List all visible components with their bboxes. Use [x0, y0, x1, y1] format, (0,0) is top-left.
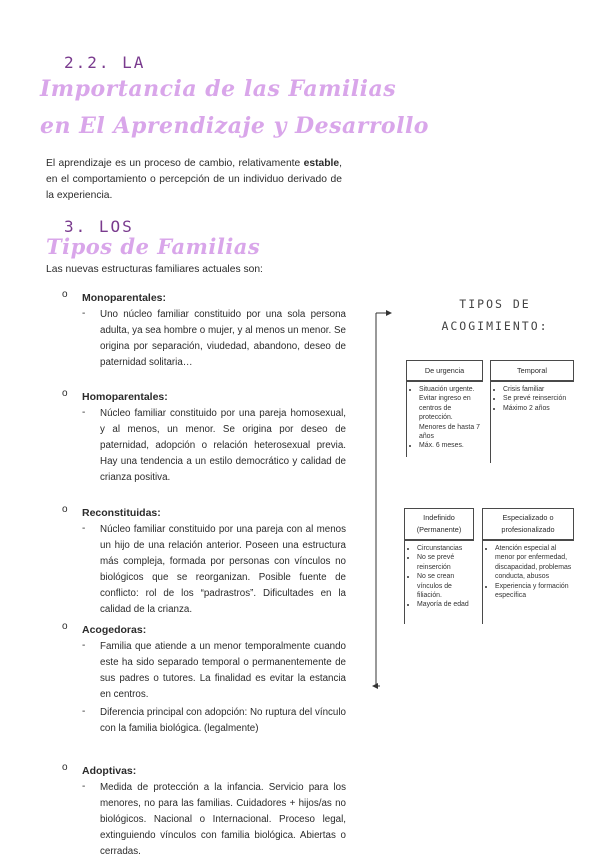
box-item: • Mayoría de edad	[417, 600, 472, 609]
family-title-suffix: :	[142, 624, 147, 636]
box-item: • No se prevé reinserción	[417, 553, 472, 572]
box-item: • No se crean vínculos de filiación.	[417, 572, 472, 600]
family-title-suffix: :	[164, 391, 168, 403]
box-body	[490, 382, 574, 463]
family-title: Acogedoras	[82, 624, 143, 636]
diagram-title	[440, 293, 550, 337]
section-number-3: 3. LOS	[64, 217, 134, 236]
intro-text-end: , en el comportamiento o percepción de un individuo derivado de la experiencia.	[46, 158, 342, 201]
box-item: • Máximo 2 años	[503, 404, 572, 413]
box-indefinido	[404, 508, 474, 624]
box-item: • Experiencia y formación específica	[495, 582, 572, 601]
dash-symbol: -	[82, 407, 86, 418]
bullet-symbol: o	[62, 621, 68, 632]
section-lead: Las nuevas estructuras familiares actuales son:	[46, 264, 263, 275]
dash-symbol: -	[82, 523, 86, 534]
bullet-symbol: o	[62, 289, 68, 300]
arrow-left-icon	[372, 683, 378, 689]
family-description: Familia que atiende a un menor temporalmente cuando este ha sido separado temporal o permanentemente de sus padres o tutores. La finalidad es evitar la estancia en centros.	[100, 641, 346, 700]
box-header: Temporal	[490, 360, 574, 382]
section-title-tipos: Tipos de Familias	[46, 234, 261, 259]
dash-symbol: -	[82, 781, 86, 792]
box-item: • Máx. 6 meses.	[419, 441, 481, 450]
family-title-suffix: :	[132, 765, 137, 777]
family-types-list	[62, 288, 346, 860]
section-number-2-2: 2.2. LA	[64, 53, 146, 72]
box-temporal	[490, 360, 574, 463]
box-item: • Situación urgente. Evitar ingreso en centros de protección. Menores de hasta 7 años	[419, 385, 481, 441]
diagram-title-line1: TIPOS DE	[459, 297, 531, 311]
family-description: Núcleo familiar constituido por una pareja homosexual, y al menos, un menor. Se origina por deseo de paternidad, adopción o relación heterosexual previa. Hay una tendencia a un estilo democrático y calidad de crianza positiva.	[100, 408, 346, 483]
bullet-symbol: o	[62, 388, 68, 399]
arrow-right-icon	[386, 310, 392, 316]
intro-bold: estable	[303, 158, 340, 169]
bullet-symbol: o	[62, 762, 68, 773]
box-body	[406, 382, 483, 457]
box-body	[404, 541, 474, 624]
box-header: De urgencia	[406, 360, 483, 382]
dash-symbol: -	[82, 706, 86, 717]
list-item-acogedoras	[62, 620, 346, 737]
family-description: Medida de protección a la infancia. Servicio para los menores, no para las familias. Cuidadores + hijos/as no biológicos. Nacional o Internacional. Proceso legal, extinguiendo vínculos con familia biológica. Abiertas o cerradas.	[100, 782, 346, 857]
family-title-suffix: :	[157, 507, 161, 519]
bullet-symbol: o	[62, 504, 68, 515]
box-de-urgencia	[406, 360, 483, 457]
family-title: Adoptivas	[82, 765, 133, 777]
list-item-adoptivas	[62, 761, 346, 860]
section-title-line2: en El Aprendizaje y Desarrollo	[40, 113, 429, 139]
box-item: • Crisis familiar	[503, 385, 572, 394]
family-description: Uno núcleo familiar constituido por una sola persona adulta, ya sea hombre o mujer, y al menos un menor. Se origina por separación, viudedad, abandono, deseo de paternidad solitaria…	[100, 309, 346, 368]
box-body	[482, 541, 574, 624]
section-title-line1: Importancia de las Familias	[40, 76, 397, 102]
box-item: • Atención especial al menor por enfermedad, discapacidad, problemas conducta, abusos	[495, 544, 572, 582]
family-title: Monoparentales	[82, 292, 163, 304]
list-item-reconstituidas	[62, 503, 346, 618]
diagram-title-line2: ACOGIMIENTO:	[441, 319, 549, 333]
list-item-homoparentales	[62, 387, 346, 486]
box-item: • Se prevé reinserción	[503, 394, 572, 403]
dash-symbol: -	[82, 640, 86, 651]
box-header: Indefinido (Permanente)	[404, 508, 474, 541]
family-title-suffix: :	[162, 292, 167, 304]
box-especializado	[482, 508, 574, 624]
intro-text-start: El aprendizaje es un proceso de cambio, relativamente	[46, 158, 304, 169]
family-title: Homoparentales	[82, 391, 165, 403]
box-item: • Circunstancias	[417, 544, 472, 553]
box-header: Especializado o profesionalizado	[482, 508, 574, 541]
family-description: Núcleo familiar constituido por una pareja con al menos un hijo de una relación anterior. Poseen una estructura más compleja, formada por personas con vínculos no biológicos que se reorganizan. Posible fuente de conflicto: rol de los “padrastros”. Dificultades en la calidad de la crianza.	[100, 524, 346, 615]
bracket-arrow	[366, 306, 396, 692]
list-item-monoparentales	[62, 288, 346, 371]
dash-symbol: -	[82, 308, 86, 319]
intro-paragraph	[46, 156, 342, 204]
family-title: Reconstituidas	[82, 507, 158, 519]
family-description: Diferencia principal con adopción: No ruptura del vínculo con la familia biológica. (legalmente)	[100, 707, 346, 734]
